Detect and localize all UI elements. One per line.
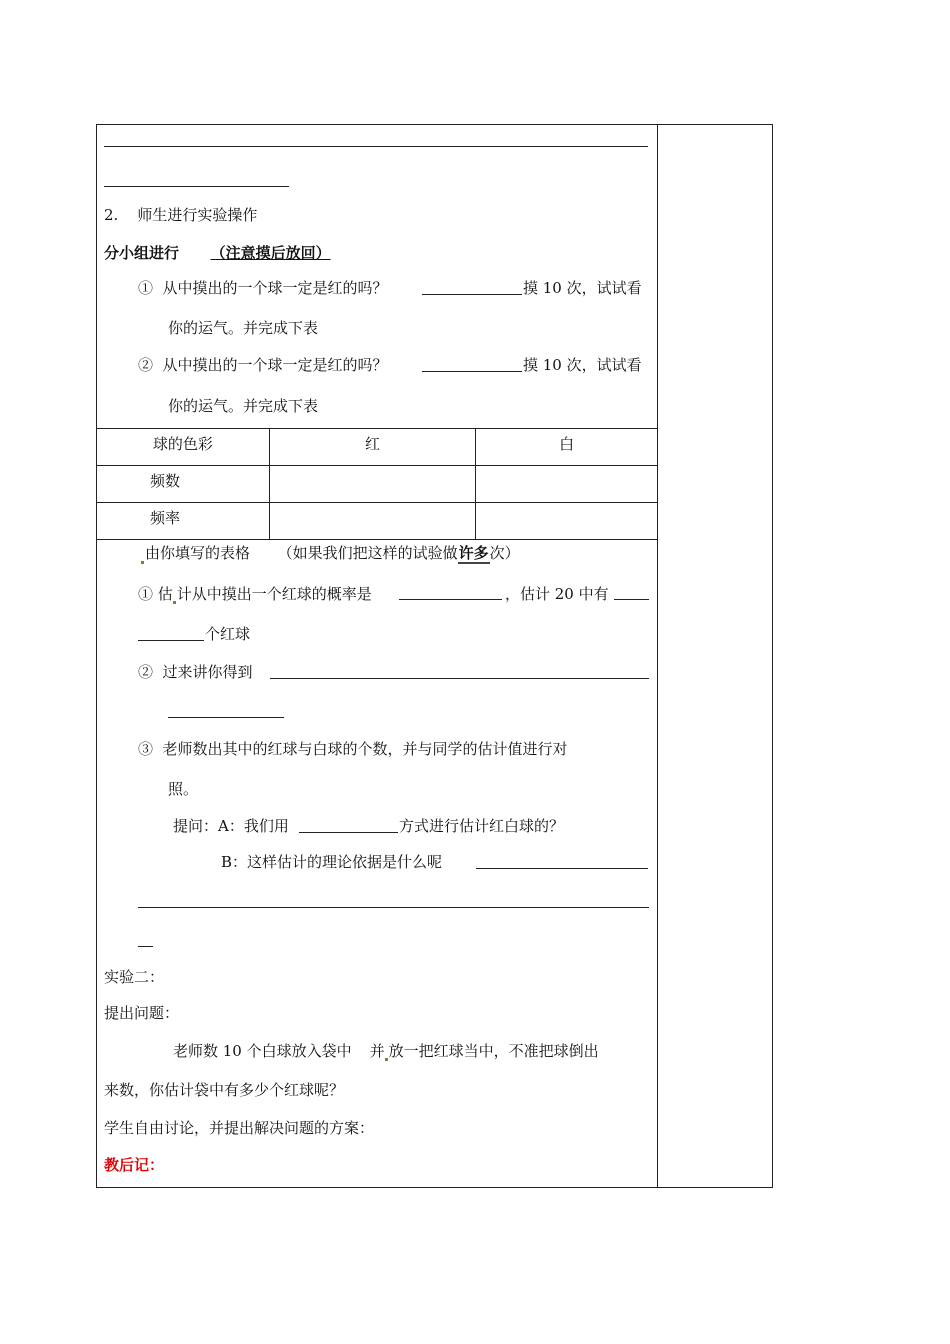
table-cell[interactable] xyxy=(269,466,476,503)
answer-blank[interactable] xyxy=(270,678,649,679)
row-label-frequency-count: 频数 xyxy=(97,466,270,503)
answer-blank[interactable] xyxy=(399,599,502,600)
table-row xyxy=(97,429,658,466)
question-1-continued: 你的运气。并完成下表 xyxy=(168,319,319,337)
mark-dot xyxy=(385,1058,388,1061)
group-note: （注意摸后放回） xyxy=(210,244,331,262)
blank-line xyxy=(104,146,648,147)
table-cell[interactable] xyxy=(476,466,658,503)
estimate-text: 计从中摸出一个红球的概率是 xyxy=(176,585,372,603)
group-instruction xyxy=(104,243,331,263)
raise-question: 提出问题： xyxy=(104,1004,180,1022)
estimate-line xyxy=(138,584,372,604)
answer-blank[interactable] xyxy=(138,907,649,908)
ask-a-suffix: 方式进行估计红白球的？ xyxy=(399,817,565,835)
answer-blank[interactable] xyxy=(476,868,648,869)
point-2: ② 过来讲你得到 xyxy=(138,663,253,681)
answer-blank[interactable] xyxy=(614,599,649,600)
table-cell[interactable] xyxy=(269,503,476,540)
blank-line xyxy=(104,186,289,187)
answer-blank[interactable] xyxy=(138,640,204,641)
column-divider xyxy=(657,124,658,1188)
emphasis-many: 许多 xyxy=(458,544,489,562)
after-class-notes: 教后记： xyxy=(104,1156,165,1174)
answer-blank[interactable] xyxy=(422,371,522,372)
from-table-note-end: 次） xyxy=(489,544,520,562)
estimate-text-2: ，估计 20 中有 xyxy=(505,585,609,603)
point-3: ③ 老师数出其中的红球与白球的个数，并与同学的估计值进行对 xyxy=(138,740,568,758)
experiment-2-title: 实验二： xyxy=(104,968,165,986)
mark-dot xyxy=(141,561,144,564)
from-table-line xyxy=(141,543,520,564)
answer-blank[interactable] xyxy=(299,832,398,833)
frequency-table xyxy=(96,428,658,540)
question-2-suffix: 摸 10 次，试试看 xyxy=(523,356,642,374)
group-label: 分小组进行 xyxy=(104,244,180,262)
from-table-note: （如果我们把这样的试验做 xyxy=(277,544,458,562)
table-header-red: 红 xyxy=(269,429,476,466)
students-discussion: 学生自由讨论，并提出解决问题的方案： xyxy=(104,1119,375,1137)
mark-dot xyxy=(173,601,176,604)
estimate-continued: 个红球 xyxy=(205,625,251,643)
point-3-continued: 照。 xyxy=(168,780,199,798)
teacher-text-b: 并 xyxy=(369,1042,385,1060)
table-header-white: 白 xyxy=(476,429,658,466)
answer-blank[interactable] xyxy=(138,946,153,947)
answer-blank[interactable] xyxy=(422,294,522,295)
ask-b: B：这样估计的理论依据是什么呢 xyxy=(221,853,443,871)
teacher-instruction-continued: 来数，你估计袋中有多少个红球呢？ xyxy=(104,1081,345,1099)
question-2: ② 从中摸出的一个球一定是红的吗？ xyxy=(138,356,388,374)
section-2-title: 2. 师生进行实验操作 xyxy=(104,206,258,224)
row-label-frequency-rate: 频率 xyxy=(97,503,270,540)
table-row xyxy=(97,466,658,503)
table-cell[interactable] xyxy=(476,503,658,540)
teacher-text-a: 老师数 10 个白球放入袋中 xyxy=(173,1042,352,1060)
estimate-prefix: ① 估 xyxy=(138,585,173,603)
table-row xyxy=(97,503,658,540)
question-1-suffix: 摸 10 次，试试看 xyxy=(523,279,642,297)
teacher-instruction xyxy=(173,1041,599,1061)
question-1: ① 从中摸出的一个球一定是红的吗？ xyxy=(138,279,388,297)
table-header-color: 球的色彩 xyxy=(97,429,270,466)
teacher-text-c: 放一把红球当中，不准把球倒出 xyxy=(388,1042,599,1060)
ask-a: 提问：A：我们用 xyxy=(173,817,289,835)
answer-blank[interactable] xyxy=(168,717,284,718)
from-table-text: 由你填写的表格 xyxy=(145,544,251,562)
question-2-continued: 你的运气。并完成下表 xyxy=(168,397,319,415)
